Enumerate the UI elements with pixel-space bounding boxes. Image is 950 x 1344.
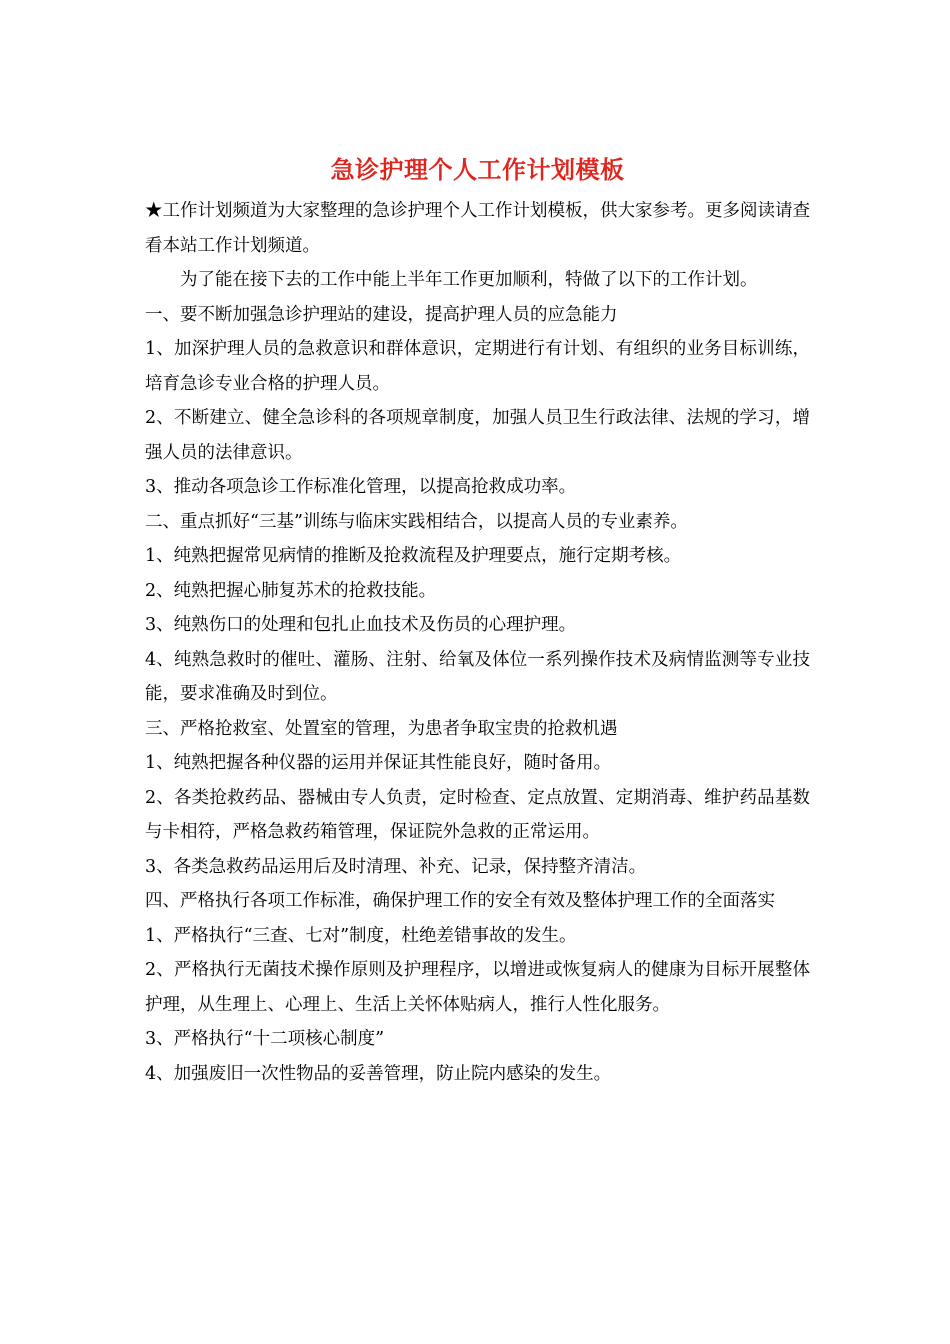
list-item: 1、纯熟把握常见病情的推断及抢救流程及护理要点，施行定期考核。 — [145, 546, 682, 566]
document-page — [145, 150, 810, 1091]
list-item: 3、各类急救药品运用后及时清理、补充、记录，保持整齐清洁。 — [145, 856, 647, 877]
list-item: 1、加深护理人员的急救意识和群体意识，定期进行有计划、有组织的业务目标训练，培育急诊专业合格的护理人员。 — [145, 339, 810, 394]
section-heading-3: 三、严格抢救室、处置室的管理，为患者争取宝贵的抢救机遇 — [145, 718, 618, 739]
intro-paragraph: ★工作计划频道为大家整理的急诊护理个人工作计划模板，供大家参考。更多阅读请查看本站工作计划频道。 — [145, 201, 810, 256]
list-item: 3、推动各项急诊工作标准化管理，以提高抢救成功率。 — [145, 477, 577, 497]
document-title: 急诊护理个人工作计划模板 — [330, 155, 625, 184]
section-heading-1: 一、要不断加强急诊护理站的建设，提高护理人员的应急能力 — [145, 304, 618, 325]
list-item: 1、纯熟把握各种仪器的运用并保证其性能良好，随时备用。 — [145, 753, 612, 773]
purpose-paragraph: 为了能在接下去的工作中能上半年工作更加顺利，特做了以下的工作计划。 — [180, 270, 758, 290]
section-heading-4: 四、严格执行各项工作标准，确保护理工作的安全有效及整体护理工作的全面落实 — [145, 891, 775, 911]
list-item: 2、严格执行无菌技术操作原则及护理程序，以增进或恢复病人的健康为目标开展整体护理，从生理上、心理上、生活上关怀体贴病人，推行人性化服务。 — [145, 960, 810, 1015]
list-item: 2、不断建立、健全急诊科的各项规章制度，加强人员卫生行政法律、法规的学习，增强人员的法律意识。 — [145, 408, 810, 463]
section-heading-2: 二、重点抓好“三基”训练与临床实践相结合，以提高人员的专业素养。 — [145, 511, 688, 532]
list-item: 3、纯熟伤口的处理和包扎止血技术及伤员的心理护理。 — [145, 615, 577, 635]
list-item: 1、严格执行“三查、七对”制度，杜绝差错事故的发生。 — [145, 925, 577, 946]
list-item: 2、各类抢救药品、器械由专人负责，定时检查、定点放置、定期消毒、维护药品基数与卡相符，严格急救药箱管理，保证院外急救的正常运用。 — [145, 787, 810, 842]
list-item: 4、加强废旧一次性物品的妥善管理，防止院内感染的发生。 — [145, 1063, 612, 1084]
list-item: 2、纯熟把握心肺复苏术的抢救技能。 — [145, 580, 437, 601]
list-item: 4、纯熟急救时的催吐、灌肠、注射、给氧及体位一系列操作技术及病情监测等专业技能，要求准确及时到位。 — [145, 649, 810, 704]
list-item: 3、严格执行“十二项核心制度” — [145, 1029, 385, 1049]
